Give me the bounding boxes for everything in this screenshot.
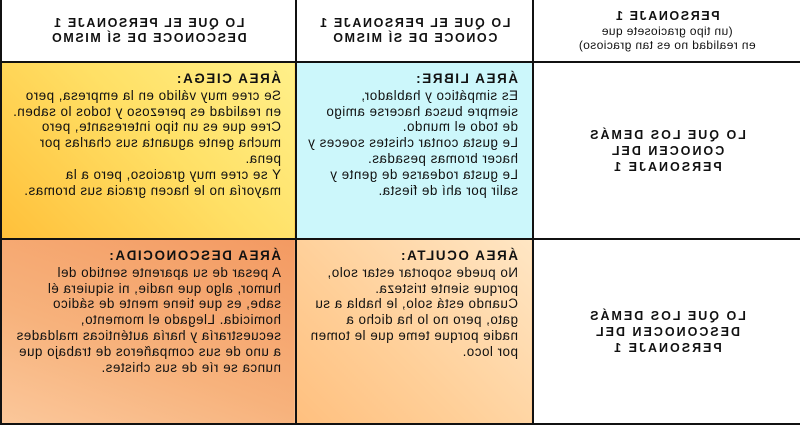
area-libre-cell bbox=[296, 62, 533, 239]
header-desconoce-line-1: LO QUE EL PERSONAJE 1 bbox=[52, 15, 245, 30]
area-oculta-text-1: No puede soportar estar solo, porque siente tristeza. bbox=[327, 264, 518, 296]
header-desconoce-line-2: DESCONOCE DE SÍ MISMO bbox=[50, 30, 247, 45]
area-oculta-title: ÁREA OCULTA: bbox=[399, 248, 518, 263]
area-ciega-text-3: Y se cree muy gracioso, pero a la mayoría no le hacen gracia sus bromas. bbox=[23, 166, 281, 198]
area-oculta-cell bbox=[296, 239, 533, 424]
row-desconocen bbox=[1, 239, 800, 424]
row-label-desconocen-cell bbox=[533, 239, 800, 424]
area-ciega-title: ÁREA CIEGA: bbox=[175, 71, 281, 86]
area-oculta-text-2: Cuando está solo, le habla a su gato, pero no lo ha dicho a nadie porque teme que le tomen por loco. bbox=[310, 296, 518, 359]
header-persona-cell bbox=[533, 0, 800, 62]
header-desconoce-cell bbox=[1, 0, 296, 62]
area-ciega-cell bbox=[1, 62, 296, 239]
area-desconocida-cell bbox=[1, 239, 296, 424]
area-ciega-text-1: Se cree muy válido en la empresa, pero en realidad es perezoso y todos lo saben. bbox=[12, 87, 281, 119]
persona-subtitle-line-1: (un tipo graciosete que bbox=[601, 24, 733, 38]
row-label-conocen: LO QUE LOS DEMÁS CONOCEN DEL PERSONAJE 1 bbox=[588, 127, 746, 174]
area-desconocida-text-1: A pesar de su aparente sentido del humor, algo que nadie, ni siquiera él sabe, es que tiene mente de sádico homicida. Llegado el momento, secuestraría y haría auténticas maldades a uno de sus compañeros de trabajo que nunca se ríe de sus chistes. bbox=[16, 264, 281, 375]
header-row bbox=[1, 0, 800, 62]
row-conocen bbox=[1, 62, 800, 239]
area-libre-text-3: Le gusta rodearse de gente y salir por ahí de fiesta. bbox=[329, 166, 518, 198]
persona-title: PERSONAJE 1 bbox=[614, 9, 720, 23]
header-conoce-line-2: CONOCE DE SÍ MISMO bbox=[331, 30, 498, 45]
area-libre-title: ÁREA LIBRE: bbox=[414, 71, 518, 86]
area-libre-text-1: Es simpático y hablador, siempre busca hacerse amigo de todo el mundo. bbox=[325, 87, 518, 135]
area-desconocida-title: ÁREA DESCONOCIDA: bbox=[107, 248, 281, 263]
row-label-desconocen: LO QUE LOS DEMÁS DESCONOCEN DEL PERSONAJE 1 bbox=[588, 308, 746, 355]
header-conoce-cell bbox=[296, 0, 533, 62]
header-conoce-line-1: LO QUE EL PERSONAJE 1 bbox=[318, 15, 511, 30]
persona-subtitle-line-2: en realidad no es tan gracioso) bbox=[578, 38, 756, 52]
row-label-conocen-cell bbox=[533, 62, 800, 239]
area-libre-text-2: Le gusta contar chistes soeces y hacer bromas pesadas. bbox=[307, 135, 518, 166]
area-ciega-text-2: Cree que es un tipo interesante, pero mucha gente aguanta sus charlas por pena. bbox=[39, 119, 281, 166]
